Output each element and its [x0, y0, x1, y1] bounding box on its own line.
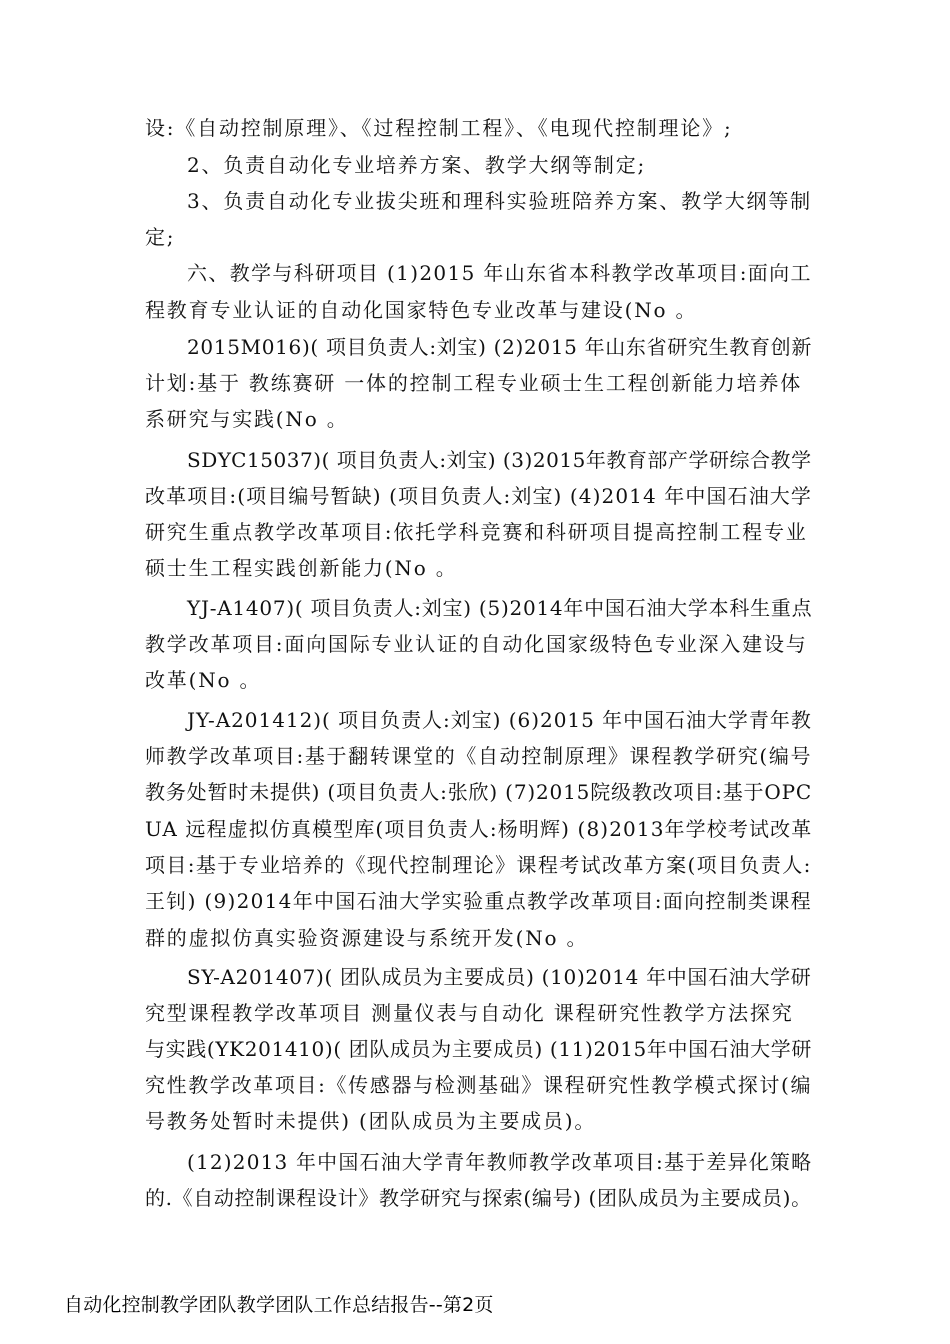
text-line: 号教务处暂时未提供) (团队成员为主要成员)。 — [145, 1109, 597, 1133]
text-line: (12)2013 年中国石油大学青年教师教学改革项目:基于差异化策略 — [187, 1150, 813, 1174]
text-line: 改革项目:(项目编号暂缺) (项目负责人:刘宝) (4)2014 年中国石油大学 — [145, 484, 812, 508]
text-line: 3、负责自动化专业拔尖班和理科实验班陪养方案、教学大纲等制 — [187, 189, 812, 213]
text-line: YJ-A1407)( 项目负责人:刘宝) (5)2014年中国石油大学本科生重点 — [187, 596, 813, 620]
text-line: 设:《自动控制原理》、《过程控制工程》、《电现代控制理论》; — [145, 116, 733, 140]
text-line: SDYC15037)( 项目负责人:刘宝) (3)2015年教育部产学研综合教学 — [187, 448, 812, 472]
text-line: 系研究与实践(No 。 — [145, 407, 349, 431]
text-line: 2、负责自动化专业培养方案、教学大纲等制定; — [187, 153, 647, 177]
text-line: 六、教学与科研项目 (1)2015 年山东省本科教学改革项目:面向工 — [187, 261, 812, 285]
text-line: 教务处暂时未提供) (项目负责人:张欣) (7)2015院级教改项目:基于OPC — [145, 780, 812, 804]
text-line: 王钊) (9)2014年中国石油大学实验重点教学改革项目:面向控制类课程 — [145, 889, 812, 913]
text-line: 师教学改革项目:基于翻转课堂的《自动控制原理》课程教学研究(编号 — [145, 744, 813, 768]
text-line: 教学改革项目:面向国际专业认证的自动化国家级特色专业深入建设与 — [145, 632, 808, 656]
text-line: 研究生重点教学改革项目:依托学科竞赛和科研项目提高控制工程专业 — [145, 520, 808, 544]
text-line: 的.《自动控制课程设计》教学研究与探索(编号) (团队成员为主要成员)。 — [145, 1186, 812, 1210]
text-line: 究型课程教学改革项目 测量仪表与自动化 课程研究性教学方法探究 — [145, 1001, 794, 1025]
text-line: 项目:基于专业培养的《现代控制理论》课程考试改革方案(项目负责人: — [145, 853, 812, 877]
text-line: SY-A201407)( 团队成员为主要成员) (10)2014 年中国石油大学研 — [187, 965, 812, 989]
text-line: 究性教学改革项目:《传感器与检测基础》课程研究性教学模式探讨(编 — [145, 1073, 813, 1097]
text-line: UA 远程虚拟仿真模型库(项目负责人:杨明辉) (8)2013年学校考试改革 — [145, 817, 813, 841]
text-line: 与实践(YK201410)( 团队成员为主要成员) (11)2015年中国石油大学研 — [145, 1037, 812, 1061]
text-line: 计划:基于 教练赛研 一体的控制工程专业硕士生工程创新能力培养体 — [145, 371, 803, 395]
text-line: 2015M016)( 项目负责人:刘宝) (2)2015 年山东省研究生教育创新 — [187, 335, 812, 359]
text-line: 改革(No 。 — [145, 668, 262, 692]
text-line: 硕士生工程实践创新能力(No 。 — [145, 556, 458, 580]
text-line: 群的虚拟仿真实验资源建设与系统开发(No 。 — [145, 926, 589, 950]
text-line: 程教育专业认证的自动化国家特色专业改革与建设(No 。 — [145, 298, 698, 322]
page-footer: 自动化控制教学团队教学团队工作总结报告--第2页 — [64, 1294, 494, 1316]
text-line: JY-A201412)( 项目负责人:刘宝) (6)2015 年中国石油大学青年教 — [187, 708, 812, 732]
text-line: 定; — [145, 225, 176, 249]
